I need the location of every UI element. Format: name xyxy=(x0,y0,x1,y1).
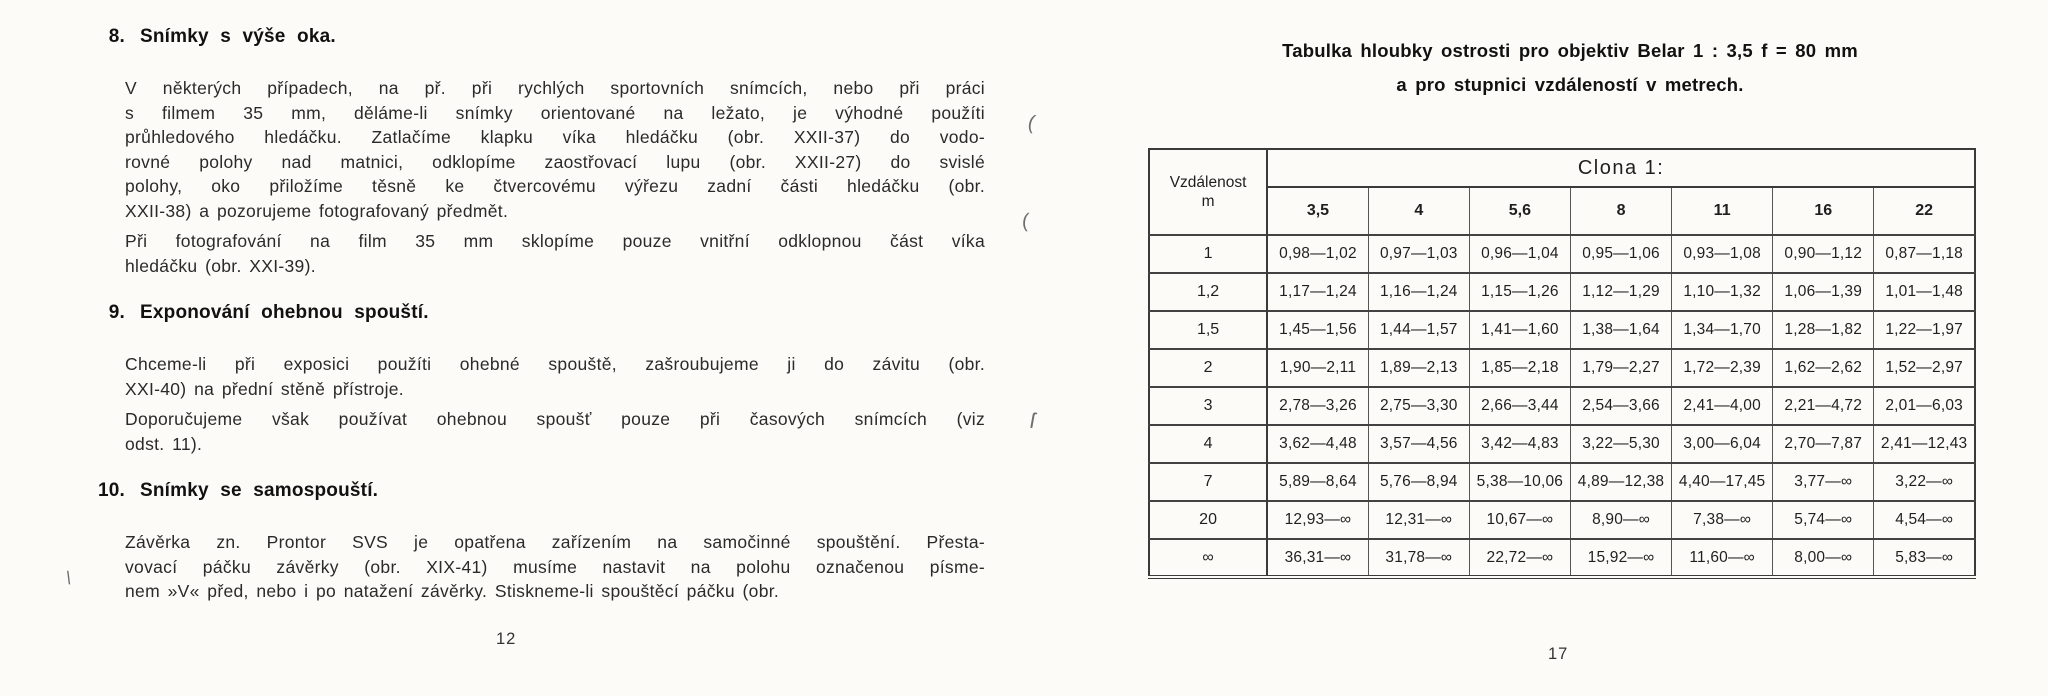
paragraph xyxy=(125,352,985,401)
table-row xyxy=(1149,501,1975,539)
distance-cell: 4 xyxy=(1149,425,1267,463)
section xyxy=(95,480,985,604)
dof-range-cell: 5,83—∞ xyxy=(1874,539,1975,577)
section-number: 9. xyxy=(108,302,125,323)
dof-range-cell: 1,44—1,57 xyxy=(1368,311,1469,349)
section xyxy=(95,26,985,278)
dof-range-cell: 3,22—∞ xyxy=(1874,463,1975,501)
distance-cell: 1,2 xyxy=(1149,273,1267,311)
text-line: Při fotografování na film 35 mm sklopíme pouze vnitřní odklopnou část víka xyxy=(125,231,985,251)
table-title-line2: a pro stupnici vzdáleností v metrech. xyxy=(1396,74,1744,95)
section-title: Snímky s výše oka. xyxy=(140,26,336,47)
aperture-header: 16 xyxy=(1773,187,1874,235)
dof-range-cell: 2,66—3,44 xyxy=(1469,387,1570,425)
paragraph xyxy=(125,530,985,604)
dof-range-cell: 3,77—∞ xyxy=(1773,463,1874,501)
left-page xyxy=(95,26,985,628)
text-line: XXI-40) na přední stěně přístroje. xyxy=(125,378,404,399)
aperture-header: 11 xyxy=(1672,187,1773,235)
dof-range-cell: 5,38—10,06 xyxy=(1469,463,1570,501)
dof-range-cell: 12,93—∞ xyxy=(1267,501,1368,539)
distance-column-header xyxy=(1149,149,1267,235)
dof-range-cell: 15,92—∞ xyxy=(1570,539,1671,577)
dof-range-cell: 2,78—3,26 xyxy=(1267,387,1368,425)
scan-artifact: ſ xyxy=(1027,407,1038,434)
text-line: XXII-38) a pozorujeme fotografovaný předmět. xyxy=(125,200,509,221)
dof-range-cell: 3,00—6,04 xyxy=(1672,425,1773,463)
dof-range-cell: 1,41—1,60 xyxy=(1469,311,1570,349)
dof-range-cell: 1,38—1,64 xyxy=(1570,311,1671,349)
table-row xyxy=(1149,387,1975,425)
section-heading xyxy=(95,26,985,48)
scan-artifact: \ xyxy=(64,567,73,589)
dof-range-cell: 3,62—4,48 xyxy=(1267,425,1368,463)
text-line: vovací páčku závěrky (obr. XIX-41) musíme nastavit na polohu označenou písme- xyxy=(125,556,985,577)
dof-range-cell: 12,31—∞ xyxy=(1368,501,1469,539)
table-header-row-group xyxy=(1149,149,1975,187)
aperture-header: 8 xyxy=(1570,187,1671,235)
dof-range-cell: 4,40—17,45 xyxy=(1672,463,1773,501)
table-row xyxy=(1149,235,1975,273)
dof-range-cell: 1,15—1,26 xyxy=(1469,273,1570,311)
dof-range-cell: 5,76—8,94 xyxy=(1368,463,1469,501)
dof-range-cell: 1,62—2,62 xyxy=(1773,349,1874,387)
dof-range-cell: 1,17—1,24 xyxy=(1267,273,1368,311)
aperture-header: 3,5 xyxy=(1267,187,1368,235)
dof-range-cell: 1,06—1,39 xyxy=(1773,273,1874,311)
table-row xyxy=(1149,539,1975,577)
dof-range-cell: 0,90—1,12 xyxy=(1773,235,1874,273)
dof-range-cell: 36,31—∞ xyxy=(1267,539,1368,577)
table-title-line1: Tabulka hloubky ostrosti pro objektiv Belar 1 : 3,5 f = 80 mm xyxy=(1282,40,1858,61)
distance-cell: 7 xyxy=(1149,463,1267,501)
left-page-number: 12 xyxy=(496,630,517,648)
paragraph xyxy=(125,76,985,223)
distance-header-line2: m xyxy=(1201,193,1215,210)
depth-of-field-table xyxy=(1148,148,1976,579)
dof-range-cell: 4,54—∞ xyxy=(1874,501,1975,539)
distance-cell: 20 xyxy=(1149,501,1267,539)
distance-cell: 2 xyxy=(1149,349,1267,387)
dof-range-cell: 1,89—2,13 xyxy=(1368,349,1469,387)
dof-range-cell: 11,60—∞ xyxy=(1672,539,1773,577)
dof-range-cell: 0,98—1,02 xyxy=(1267,235,1368,273)
section-heading xyxy=(95,480,985,502)
dof-range-cell: 1,79—2,27 xyxy=(1570,349,1671,387)
dof-range-cell: 1,45—1,56 xyxy=(1267,311,1368,349)
dof-range-cell: 3,22—5,30 xyxy=(1570,425,1671,463)
table-row xyxy=(1149,349,1975,387)
dof-range-cell: 2,41—12,43 xyxy=(1874,425,1975,463)
dof-range-cell: 2,75—3,30 xyxy=(1368,387,1469,425)
aperture-header: 4 xyxy=(1368,187,1469,235)
text-line: s filmem 35 mm, děláme-li snímky orientované na ležato, je výhodné použíti xyxy=(125,102,985,123)
dof-range-cell: 2,54—3,66 xyxy=(1570,387,1671,425)
dof-range-cell: 22,72—∞ xyxy=(1469,539,1570,577)
dof-range-cell: 1,85—2,18 xyxy=(1469,349,1570,387)
section xyxy=(95,302,985,456)
distance-cell: 1,5 xyxy=(1149,311,1267,349)
distance-header-line1: Vzdálenost xyxy=(1169,174,1247,191)
dof-range-cell: 3,57—4,56 xyxy=(1368,425,1469,463)
dof-range-cell: 0,87—1,18 xyxy=(1874,235,1975,273)
table-row xyxy=(1149,273,1975,311)
dof-range-cell: 10,67—∞ xyxy=(1469,501,1570,539)
section-number: 8. xyxy=(108,26,125,47)
table-row xyxy=(1149,463,1975,501)
dof-range-cell: 5,74—∞ xyxy=(1773,501,1874,539)
dof-range-cell: 3,42—4,83 xyxy=(1469,425,1570,463)
scan-artifact: ( xyxy=(1020,209,1030,233)
table-row xyxy=(1149,311,1975,349)
distance-cell: 3 xyxy=(1149,387,1267,425)
text-line: polohy, oko přiložíme těsně ke čtvercovému výřezu zadní části hledáčku (obr. xyxy=(125,176,985,196)
dof-range-cell: 1,16—1,24 xyxy=(1368,273,1469,311)
dof-range-cell: 2,21—4,72 xyxy=(1773,387,1874,425)
scan-artifact: ( xyxy=(1025,111,1037,135)
text-line: průhledového hledáčku. Zatlačíme klapku víka hledáčku (obr. XXII-37) do vodo- xyxy=(125,127,985,147)
dof-range-cell: 2,41—4,00 xyxy=(1672,387,1773,425)
dof-range-cell: 31,78—∞ xyxy=(1368,539,1469,577)
dof-range-cell: 0,95—1,06 xyxy=(1570,235,1671,273)
text-line: Chceme-li při exposici použíti ohebné spouště, zašroubujeme ji do závitu (obr. xyxy=(125,354,985,374)
text-line: V některých případech, na př. při rychlých sportovních snímcích, nebo při práci xyxy=(125,78,985,98)
text-line: hledáčku (obr. XXI-39). xyxy=(125,255,316,276)
dof-range-cell: 4,89—12,38 xyxy=(1570,463,1671,501)
distance-cell: 1 xyxy=(1149,235,1267,273)
dof-range-cell: 1,34—1,70 xyxy=(1672,311,1773,349)
section-title: Exponování ohebnou spouští. xyxy=(140,302,429,323)
aperture-group-header: Clona 1: xyxy=(1267,149,1975,187)
section-title: Snímky se samospouští. xyxy=(140,480,379,501)
text-line: Závěrka zn. Prontor SVS je opatřena zařízením na samočinné spouštění. Přesta- xyxy=(125,532,985,552)
distance-cell: ∞ xyxy=(1149,539,1267,577)
paragraph xyxy=(125,229,985,278)
dof-range-cell: 2,01—6,03 xyxy=(1874,387,1975,425)
dof-range-cell: 1,10—1,32 xyxy=(1672,273,1773,311)
dof-range-cell: 1,22—1,97 xyxy=(1874,311,1975,349)
table-header-row-apertures xyxy=(1149,187,1975,235)
dof-range-cell: 0,96—1,04 xyxy=(1469,235,1570,273)
dof-range-cell: 1,90—2,11 xyxy=(1267,349,1368,387)
text-line: odst. 11). xyxy=(125,433,203,454)
text-line: Doporučujeme však používat ohebnou spoušť pouze při časových snímcích (viz xyxy=(125,409,985,429)
dof-range-cell: 0,93—1,08 xyxy=(1672,235,1773,273)
dof-range-cell: 0,97—1,03 xyxy=(1368,235,1469,273)
table-row xyxy=(1149,425,1975,463)
paragraph xyxy=(125,407,985,456)
aperture-header: 5,6 xyxy=(1469,187,1570,235)
section-heading xyxy=(95,302,985,324)
left-sections xyxy=(95,26,985,604)
dof-range-cell: 1,52—2,97 xyxy=(1874,349,1975,387)
aperture-header: 22 xyxy=(1874,187,1975,235)
dof-range-cell: 1,01—1,48 xyxy=(1874,273,1975,311)
dof-range-cell: 8,00—∞ xyxy=(1773,539,1874,577)
text-line: nem »V« před, nebo i po natažení závěrky. Stiskneme-li spouštěcí páčku (obr. xyxy=(125,581,780,601)
right-page-number: 17 xyxy=(1548,645,1569,663)
dof-range-cell: 8,90—∞ xyxy=(1570,501,1671,539)
dof-range-cell: 7,38—∞ xyxy=(1672,501,1773,539)
text-line: rovné polohy nad matnici, odklopíme zaostřovací lupu (obr. XXII-27) do svislé xyxy=(125,151,985,172)
dof-range-cell: 5,89—8,64 xyxy=(1267,463,1368,501)
section-number: 10. xyxy=(97,480,125,501)
dof-range-cell: 2,70—7,87 xyxy=(1773,425,1874,463)
dof-range-cell: 1,12—1,29 xyxy=(1570,273,1671,311)
depth-of-field-table-wrap xyxy=(1148,148,1976,579)
dof-range-cell: 1,72—2,39 xyxy=(1672,349,1773,387)
dof-range-cell: 1,28—1,82 xyxy=(1773,311,1874,349)
dof-table-body xyxy=(1149,235,1975,577)
